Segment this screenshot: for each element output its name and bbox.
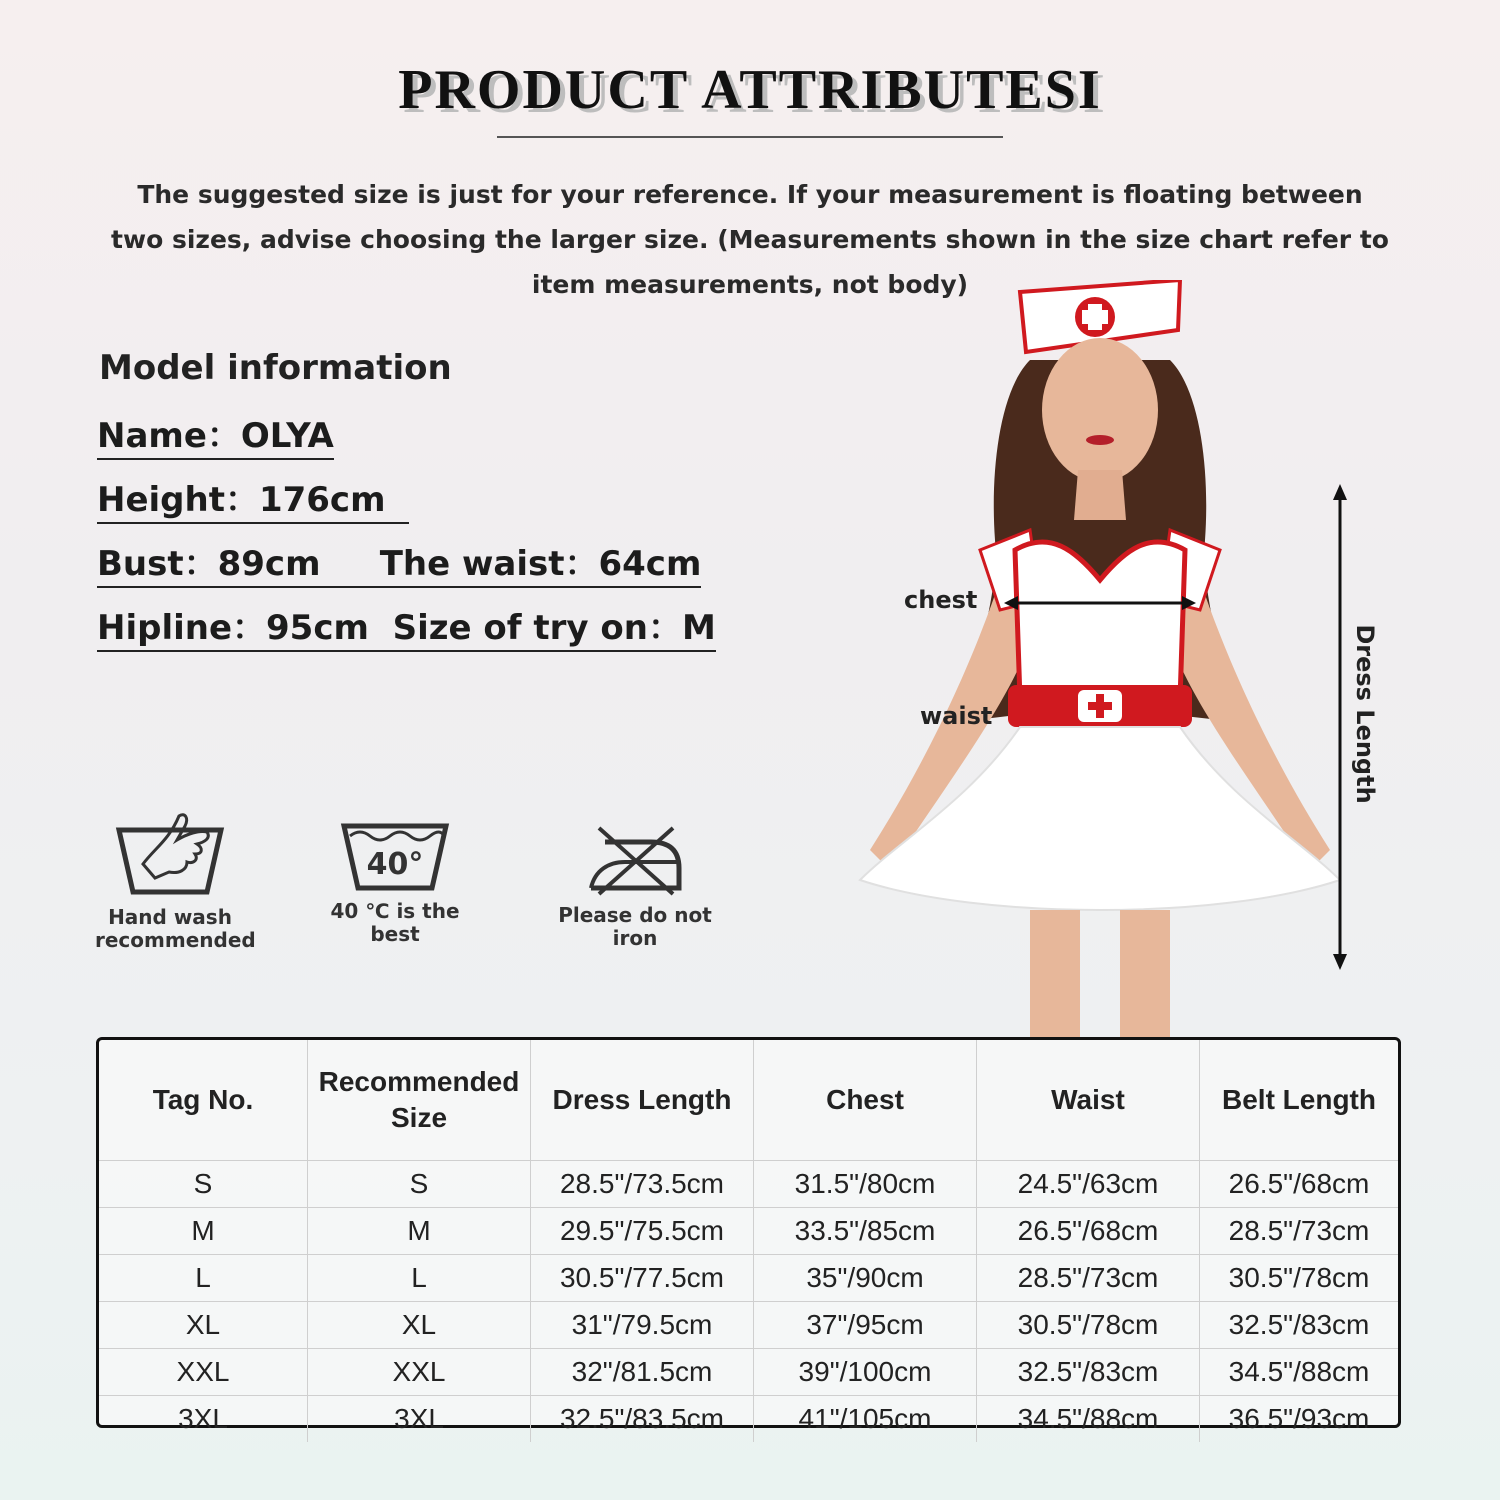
cell-tag: XL bbox=[99, 1302, 308, 1349]
cell-dress-length: 30.5"/77.5cm bbox=[531, 1255, 754, 1302]
header-belt-length: Belt Length bbox=[1222, 1084, 1376, 1115]
header-waist: Waist bbox=[977, 1040, 1200, 1161]
model-info-heading: Model information bbox=[99, 348, 452, 388]
cell-dress-length: 31"/79.5cm bbox=[531, 1302, 754, 1349]
face bbox=[1042, 338, 1158, 482]
table-row bbox=[99, 1208, 1398, 1255]
cell-chest: 41"/105cm bbox=[754, 1396, 977, 1443]
cell-dress-length: 32"/81.5cm bbox=[531, 1349, 754, 1396]
cell-dress-length: 28.5"/73.5cm bbox=[531, 1161, 754, 1208]
cell-waist: 26.5"/68cm bbox=[977, 1208, 1200, 1255]
model-photo bbox=[800, 280, 1400, 1040]
care-no-iron bbox=[535, 824, 735, 950]
model-height: Height：176cm bbox=[97, 478, 409, 524]
size-table-header bbox=[99, 1040, 1398, 1161]
size-table bbox=[99, 1040, 1398, 1442]
cell-dress-length: 32.5"/83.5cm bbox=[531, 1396, 754, 1443]
model-bust-waist: Bust：89cm The waist：64cm bbox=[97, 542, 701, 588]
cell-chest: 33.5"/85cm bbox=[754, 1208, 977, 1255]
cell-chest: 39"/100cm bbox=[754, 1349, 977, 1396]
do-not-iron-icon bbox=[585, 824, 685, 896]
cell-tag: L bbox=[99, 1255, 308, 1302]
wash-40-icon bbox=[340, 822, 450, 892]
cell-size: XL bbox=[308, 1302, 531, 1349]
table-row bbox=[99, 1161, 1398, 1208]
care-label-hand-wash: Hand wash recommended bbox=[95, 905, 256, 952]
dress-length-label: Dress Length bbox=[1351, 624, 1379, 804]
header-tag-no: Tag No. bbox=[99, 1040, 308, 1161]
title-divider bbox=[497, 136, 1003, 138]
size-advice-text: The suggested size is just for your reference. If your measurement is floating between two sizes, advise choosing the larger size. (Measurements shown in the size chart refer to item measurements, not body) bbox=[111, 180, 1389, 299]
cell-size: L bbox=[308, 1255, 531, 1302]
cell-waist: 28.5"/73cm bbox=[977, 1255, 1200, 1302]
header-recommended-size: Recommended Size bbox=[308, 1040, 531, 1161]
cell-belt-length: 32.5"/83cm bbox=[1228, 1309, 1370, 1340]
hand-wash-icon bbox=[115, 808, 225, 898]
cell-tag: M bbox=[99, 1208, 308, 1255]
care-label-no-iron: Please do not iron bbox=[558, 903, 712, 950]
waist-label: waist bbox=[920, 702, 993, 730]
page-title: PRODUCT ATTRIBUTESI bbox=[398, 59, 1102, 121]
care-wash-40 bbox=[305, 822, 485, 946]
cell-dress-length: 29.5"/75.5cm bbox=[531, 1208, 754, 1255]
cell-size: S bbox=[308, 1161, 531, 1208]
table-row bbox=[99, 1302, 1398, 1349]
chest-label: chest bbox=[904, 586, 978, 614]
cell-chest: 31.5"/80cm bbox=[754, 1161, 977, 1208]
header-chest: Chest bbox=[754, 1040, 977, 1161]
cell-belt-length: 28.5"/73cm bbox=[1228, 1215, 1370, 1246]
header-dress-length: Dress Length bbox=[531, 1040, 754, 1161]
size-chart bbox=[96, 1037, 1401, 1434]
table-row bbox=[99, 1349, 1398, 1396]
cell-waist: 34.5"/88cm bbox=[977, 1396, 1200, 1443]
cell-chest: 35"/90cm bbox=[754, 1255, 977, 1302]
cell-waist: 24.5"/63cm bbox=[977, 1161, 1200, 1208]
care-hand-wash bbox=[95, 808, 256, 952]
cell-waist: 32.5"/83cm bbox=[977, 1349, 1200, 1396]
cell-belt-length: 30.5"/78cm bbox=[1228, 1262, 1370, 1293]
cell-tag: 3XL bbox=[99, 1396, 308, 1443]
cell-waist: 30.5"/78cm bbox=[977, 1302, 1200, 1349]
table-row bbox=[99, 1255, 1398, 1302]
cell-chest: 37"/95cm bbox=[754, 1302, 977, 1349]
cell-belt-length: 26.5"/68cm bbox=[1228, 1168, 1370, 1199]
table-row bbox=[99, 1396, 1398, 1443]
cell-size: M bbox=[308, 1208, 531, 1255]
model-hip-size: Hipline：95cm Size of try on：M bbox=[97, 606, 716, 652]
cell-belt-length: 34.5"/88cm bbox=[1228, 1356, 1370, 1387]
cell-tag: S bbox=[99, 1161, 308, 1208]
cell-tag: XXL bbox=[99, 1349, 308, 1396]
care-label-wash-40: 40 ℃ is the best bbox=[330, 899, 460, 946]
model-name: Name：OLYA bbox=[97, 414, 334, 460]
wash-temp-text: 40° bbox=[366, 847, 424, 882]
cell-size: 3XL bbox=[308, 1396, 531, 1443]
cell-belt-length: 36.5"/93cm bbox=[1228, 1403, 1370, 1434]
cell-size: XXL bbox=[308, 1349, 531, 1396]
